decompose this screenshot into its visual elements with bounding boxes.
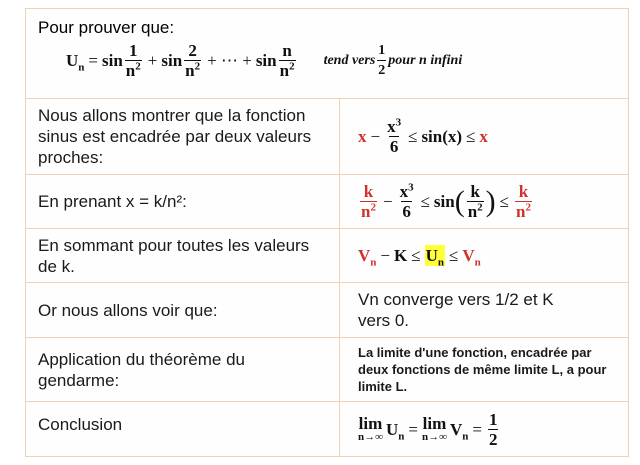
row-sommation: [26, 228, 628, 282]
row-6-left: Conclusion: [26, 402, 340, 456]
goal-text: tend vers: [323, 52, 376, 68]
row-5-right: La limite d'une fonction, encadrée par deux fonctions de même limite L, a pour limite L.: [358, 345, 607, 394]
row-gendarme: [26, 337, 628, 401]
row-4-left: Or nous allons voir que:: [26, 283, 340, 337]
goal-text-2: pour n infini: [388, 52, 463, 68]
row-conclusion: [26, 401, 628, 456]
row-2-right: $\frac{k}{n^2}$ − $\frac{x^3}{6}$ ≤ sin ( $\frac{k}{n^2}$ ) ≤ $\frac{k}{n^2}$: [361, 181, 531, 221]
main-equation: $U_n$ = sin $\frac{1}{n^2}$ + sin $\frac{2}{n^2}$ + ⋯ + sin $\frac{n}{n^2}$ tend vers $\frac{1}{2}$ pour n infini: [66, 41, 463, 80]
row-encadrement: [26, 98, 628, 174]
row-1-right: x − $\frac{x^3}{6}$ ≤ sin(x) ≤ x: [358, 116, 488, 156]
row-5-left: Application du théorème du gendarme:: [26, 338, 340, 401]
row-3-right: $V_n$ − K ≤ $U_n$ ≤ $V_n$: [358, 246, 481, 269]
row-convergence: [26, 282, 628, 337]
row-4-right: Vn converge vers 1/2 et K vers 0.: [358, 290, 554, 330]
header-row: [26, 9, 628, 98]
row-6-right: lim n→∞ $U_n$ = lim n→∞ $V_n$ = $\frac{1}{2}$: [358, 409, 498, 449]
row-substitution: [26, 174, 628, 228]
row-2-left: En prenant x = k/n²:: [26, 175, 340, 228]
row-3-left: En sommant pour toutes les valeurs de k.: [26, 229, 340, 282]
table: [25, 8, 629, 457]
intro-text: Pour prouver que:: [38, 18, 175, 37]
row-1-left: Nous allons montrer que la fonction sinus est encadrée par deux valeurs proches:: [26, 99, 340, 174]
